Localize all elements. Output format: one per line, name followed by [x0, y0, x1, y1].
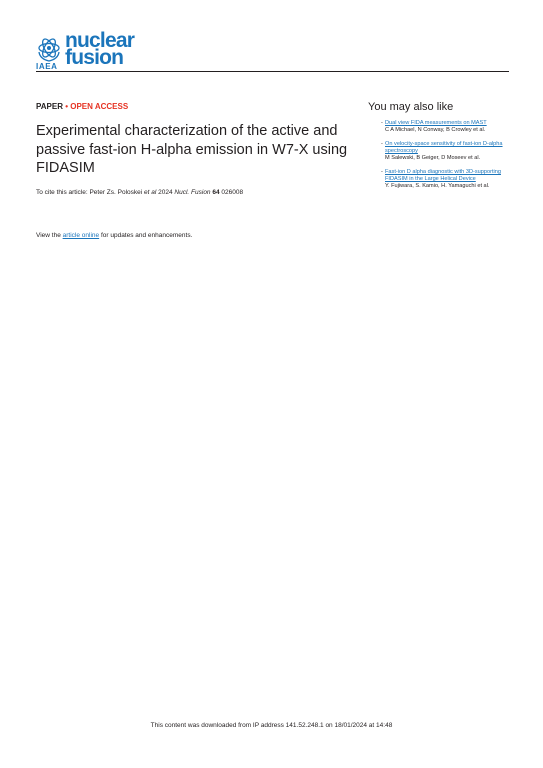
open-access-badge: OPEN ACCESS	[70, 102, 129, 111]
related-item-authors: M Salewski, B Geiger, D Moseev et al.	[385, 155, 481, 161]
citation-volume: 64	[212, 188, 220, 196]
citation-year: 2024	[158, 188, 173, 196]
citation-number: 026008	[221, 188, 244, 196]
related-item-link[interactable]: Fast-ion D alpha diagnostic with 3D-supporting FIDASIM in the Large Helical Device	[385, 169, 501, 182]
view-prefix: View the	[36, 231, 61, 239]
header-divider	[36, 71, 509, 72]
citation-journal: Nucl. Fusion	[174, 188, 211, 196]
iaea-logo-text: IAEA	[36, 62, 58, 71]
journal-logo[interactable]	[65, 29, 135, 69]
article-title: Experimental characterization of the active and passive fast-ion H-alpha emission in W7-X using FIDASIM	[36, 123, 348, 176]
view-online-line	[36, 232, 354, 239]
journal-logo-word-1: nuclear	[65, 29, 135, 52]
article-type: PAPER	[36, 102, 63, 111]
article-info	[36, 101, 354, 239]
related-item: - Dual view FIDA measurements on MAST C A Michael, N Conway, B Crowley et al.	[368, 120, 518, 134]
related-item-authors: C A Michael, N Conway, B Crowley et al.	[385, 127, 486, 133]
article-kicker	[36, 102, 354, 111]
download-notice: This content was downloaded from IP address 141.52.248.1 on 18/01/2024 at 14:48	[150, 722, 393, 729]
related-item: - On velocity-space sensitivity of fast-ion D-alpha spectroscopy M Salewski, B Geiger, D Moseev et al.	[368, 141, 518, 162]
journal-header	[36, 29, 509, 72]
related-item-link[interactable]: On velocity-space sensitivity of fast-ion D-alpha spectroscopy	[385, 141, 503, 154]
related-item-link[interactable]: Dual view FIDA measurements on MAST	[385, 120, 487, 126]
citation-et-al: et al	[144, 188, 157, 196]
citation-prefix: To cite this article: Peter Zs. Poloskei	[36, 188, 143, 196]
related-articles	[368, 101, 518, 190]
journal-logo-word-2: fusion	[65, 46, 124, 69]
article-online-link[interactable]: article online	[62, 231, 100, 239]
related-heading: You may also like	[368, 101, 454, 113]
citation	[36, 189, 354, 196]
iaea-atom-icon	[36, 36, 62, 62]
view-suffix: for updates and enhancements.	[100, 231, 193, 239]
related-item: - Fast-ion D alpha diagnostic with 3D-supporting FIDASIM in the Large Helical Device Y. Fujiwara, S. Kamio, H. Yamaguchi et al.	[368, 169, 518, 190]
related-item-authors: Y. Fujiwara, S. Kamio, H. Yamaguchi et al.	[385, 183, 490, 189]
kicker-separator: •	[65, 102, 69, 111]
